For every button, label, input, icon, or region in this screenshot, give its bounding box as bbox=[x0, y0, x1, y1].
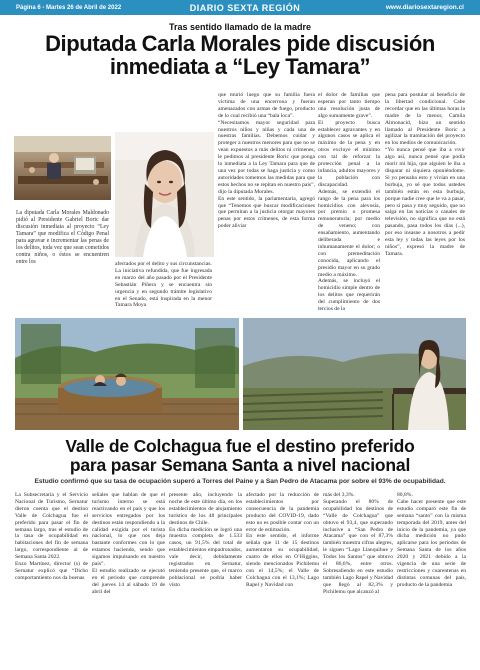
congress-photo-icon bbox=[14, 136, 111, 200]
article1-photo-portrait bbox=[115, 132, 214, 257]
article2-col1: La Subsecretaría y el Servicio Nacional de Turismo, Sernatur dieron cuenta que el destino Valle de Colchagua fue el preferido para pasar el fin de semana largo, tras el estudio de la tasa de ocupabilidad en habitaciones del fin de semana largo, correspondiente al de Semana Santa 2022. Enzo Martínez, director (s) de Sernatur explicó que “Dicho comportamiento nos da buenas bbox=[15, 492, 88, 581]
article2-col6: 80,8%. Cabe hacer presente que este estudio comparó este fin de semana “santo” con la misma temporada del 2019, antes del inicio de la pandemia, ya que dicha medición no pudo aplicarse para los periodos de Semana Santa de los años 2020 y 2021 debido a la vigencia de una serie de restricciones y cuarentenas en distintas comunas del país, producto de la pandemia bbox=[397, 492, 466, 588]
article1-col2: que murió luego que su familia fuera víctima de una encerrona y fueran amenazados con armas de fuego, producto de lo cual recibió una “bala loca”. “Necesitamos mayor seguridad para nuestros niños y niñas y cada una de nuestras familias. Debemos cuidar y proteger a nuestros menores para que no se vean expuestos a más delitos ni crímenes, le pedimos al presidente Boric que ponga lo inmediata a la Ley Tamara para que de una vez por todas se haga justicia y como autoridades tomemos las medidas para que estos hechos no se repitan en nuestro país”, dijo la diputada Morales. En este sentido, la parlamentaria, agregó que “Tenemos que buscar modificaciones que permitan a la justicia otorgar mayores penas por estos crímenes, de esta forma poder aliviar bbox=[218, 92, 315, 230]
article2-headline-line2: para pasar Semana Santa a nivel nacional bbox=[69, 455, 411, 475]
article2-col5: más del 3,3%. Superando el 80% de ocupabilidad los destinos de “Valle de Colchagua” que obtuvo el 93,4, que superando inclusive a “San Pedro de Atacama” que con el 87,3% también muestra cifras alegres, le siguen “Lago Llanquihue y Todos los Santos” que obtuvo el 86,6%, entre otros. Sobresaliendo en este estudio también Lago Rapel y Navidad que llegó al 82,3% y Pichilemu que alcanzó al bbox=[323, 492, 393, 595]
article1-col1-tail: afectados por el delito y sus circunstancias. La iniciativa refundida, que fue ingresada en marzo del año pasado por el Presidente Sebastián Piñera y se encuentra sin urgencia y en segundo trámite legislativo en el Senado, está inspirada en la menor Tamara Moya bbox=[115, 261, 212, 309]
page-header-bar bbox=[0, 0, 480, 15]
article2-col4: afectado por la reducción de establecimientos por consecuencia de la pandemia producto del COVID-19, dado esto no es posible contar con un error de estimación. En este sentido, el informe señala que 11 de 15 destinos aumentaron su ocupabilidad, cuatro de ellos en O’Higgins, siendo mencionados Pichilemu con el 14,5%; el Valle de Colchagua con el 13,1%; Lago Rapel y Navidad con bbox=[246, 492, 319, 588]
article1-headline bbox=[12, 32, 468, 78]
article1-photo-congress bbox=[14, 136, 111, 200]
article2-col3: presente año, incluyendo la noche de este último día, en los establecimientos de alojamiento turístico de los 48 principales destinos de Chile. En dicha medición se logró una muestra completa de 1.533 casos, un 91,5% del total de establecimientos empadronados, vale decir, debidamente registrados en Sernatur, teniendo presente que, el marco poblacional se podría haber visto bbox=[169, 492, 242, 588]
article1-col4: pena para postular al beneficio de la libertad condicional. Cabe recordar que en las últimas horas la madre de la menor, Camila Almonacid, hizo un sentido llamado al Presidente Boric a agilizar la tramitación del proyecto en los medios de comunicación. “Yo nunca pensé que iba a vivir algo así, nunca pensé que podía morir mi hija, que alguien le iba a disparar ni siquiera oponiéndome. Si yo pensaba esto y vivían en una burbuja, yo sé que todos ustedes también están en esta burbuja, porque nadie cree que le va a pasar, pero sí pasa y muy seguido, que no salga en las noticias o canales de televisión, no significa que no está pasando, pasa todos los días (...), por eso insasne a nosotros a pedir esta ley y todas las leyes por los niños”, expresó la madre de Tamara. bbox=[385, 92, 465, 257]
website-link[interactable]: www.diariosextaregion.cl bbox=[385, 4, 464, 11]
vineyard-photo-icon bbox=[243, 318, 466, 430]
newspaper-brand: DIARIO SEXTA REGIÓN bbox=[189, 2, 301, 13]
article1-col3: el dolor de familias que esperan por tanto tiempo una resolución justa de algo sumamente grave”. El proyecto busca establecer agravantes y en algunos casos se aplica el máximo de la pena y en otros excluye el mínimo con tal de reforzar la protección penal a la infancia, adultos mayores y la población con discapacidad. Además, se extendió el rango de la pena para los homicidios con alevosía, por premio o promesa remuneratoria; por medio de veneno; con ensañamiento, aumentando deliberada e inhumanamente el dolor; o con premeditación conocida, aplicando el presidio mayor en su grado medio a máximo. Además, se incluyó el homicidio simple dentro de los delitos que requerirán del cumplimiento de dos tercios de la bbox=[318, 92, 380, 313]
article2-photo-hot-tub bbox=[15, 318, 239, 430]
article2-headline bbox=[16, 437, 464, 475]
article1-headline-line2: inmediata a “Ley Tamara” bbox=[109, 54, 371, 79]
portrait-photo-icon bbox=[115, 132, 214, 257]
article2-headline-line1: Valle de Colchagua fue el destino preferido bbox=[65, 436, 415, 456]
article1-kicker: Tras sentido llamado de la madre bbox=[168, 22, 312, 32]
article1-photo-caption: La diputada Carla Morales Maldonado pidió al Presidente Gabriel Boric dar discusión inmediata al proyecto “Ley Tamara” que modifica el Código Penal para agravar e incrementar las penas de los delitos, toda vez que sean cometidos contra niños, o éstos se encuentren entre los bbox=[16, 210, 109, 265]
hot-tub-photo-icon bbox=[15, 318, 239, 430]
article2-subtitle: Estudio confirmó que su tasa de ocupación superó a Torres del Paine y a San Pedro de Atacama por sobre el 93% de ocupabilidad. bbox=[34, 478, 446, 485]
article1-headline-line1: Diputada Carla Morales pide discusión bbox=[45, 31, 435, 56]
article2-photo-vineyard-woman bbox=[243, 318, 466, 430]
page-info: Página 6 - Martes 26 de Abril de 2022 bbox=[16, 4, 122, 11]
article2-col2: señales que hablan de que el turismo interno se está reactivando en el país y que los servicios entregados por los destinos están respondiendo a la calidad exigida por el turista nacional, lo que nos deja bastante conformes con lo que estamos haciendo, sendo que sigamos impulsando en nuestro país”. El estudio realizado se ejecutó en el periodo que comprende del jueves 14 al sábado 19 de abril del bbox=[92, 492, 165, 595]
